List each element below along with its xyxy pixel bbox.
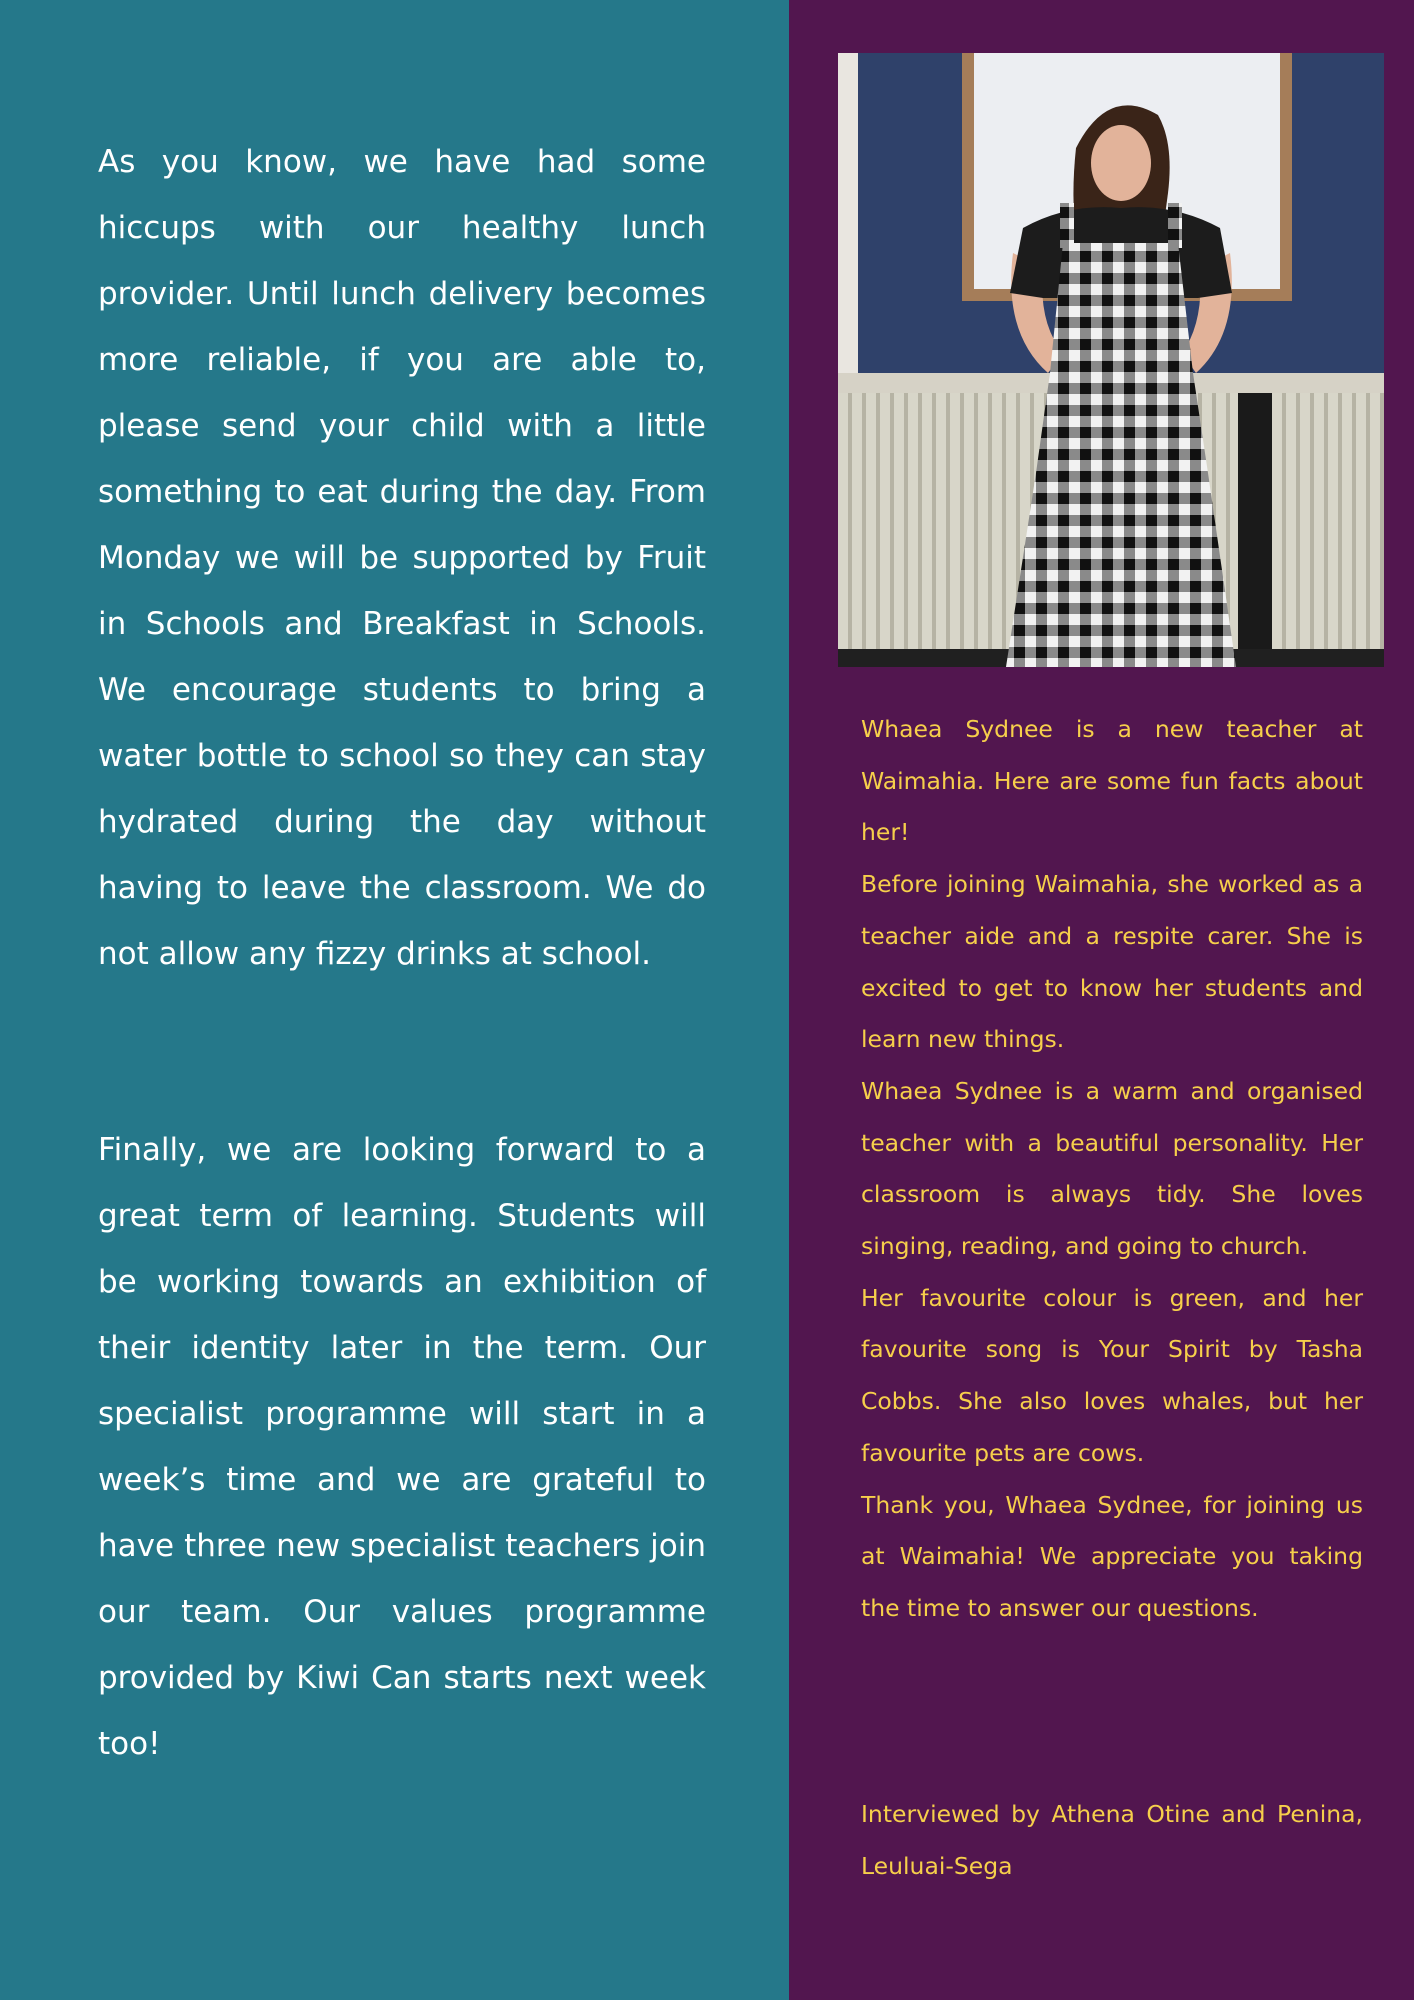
term-update-paragraph: Finally, we are looking forward to a great term of learning. Students will be working towards an exhibition of their identity later in the term. Our specialist programme will start in a week’s time and we are grateful to have three new specialist teachers join our team. Our values programme provided by Kiwi Can starts next week too!: [98, 1132, 706, 1762]
lunch-notice-paragraph: As you know, we have had some hiccups with our healthy lunch provider. Until lunch delivery becomes more reliable, if you are able to, please send your child with a little something to eat during the day. From Monday we will be supported by Fruit in Schools and Breakfast in Schools. We encourage students to bring a water bottle to school so they can stay hydrated during the day without having to leave the classroom. We do not allow any fizzy drinks at school.: [98, 144, 706, 972]
profile-paragraph: Before joining Waimahia, she worked as a teacher aide and a respite carer. She is excited to get to know her students and learn new things.: [861, 870, 1363, 1054]
profile-paragraph: Whaea Sydnee is a new teacher at Waimahia. Here are some fun facts about her!: [861, 715, 1363, 847]
interview-credit: Interviewed by Athena Otine and Penina, Leuluai-Sega: [861, 1800, 1363, 1880]
profile-paragraph: Whaea Sydnee is a warm and organised teacher with a beautiful personality. Her classroom is always tidy. She loves singing, reading, and going to church.: [861, 1076, 1363, 1261]
teacher-profile: [861, 704, 1363, 1635]
profile-paragraph: Her favourite colour is green, and her favourite song is Your Spirit by Tasha Cobbs. She also loves whales, but her favourite pets are cows.: [861, 1283, 1363, 1467]
teacher-photo: [838, 53, 1384, 667]
profile-paragraph: Thank you, Whaea Sydnee, for joining us at Waimahia! We appreciate you taking the time to answer our questions.: [861, 1490, 1363, 1622]
